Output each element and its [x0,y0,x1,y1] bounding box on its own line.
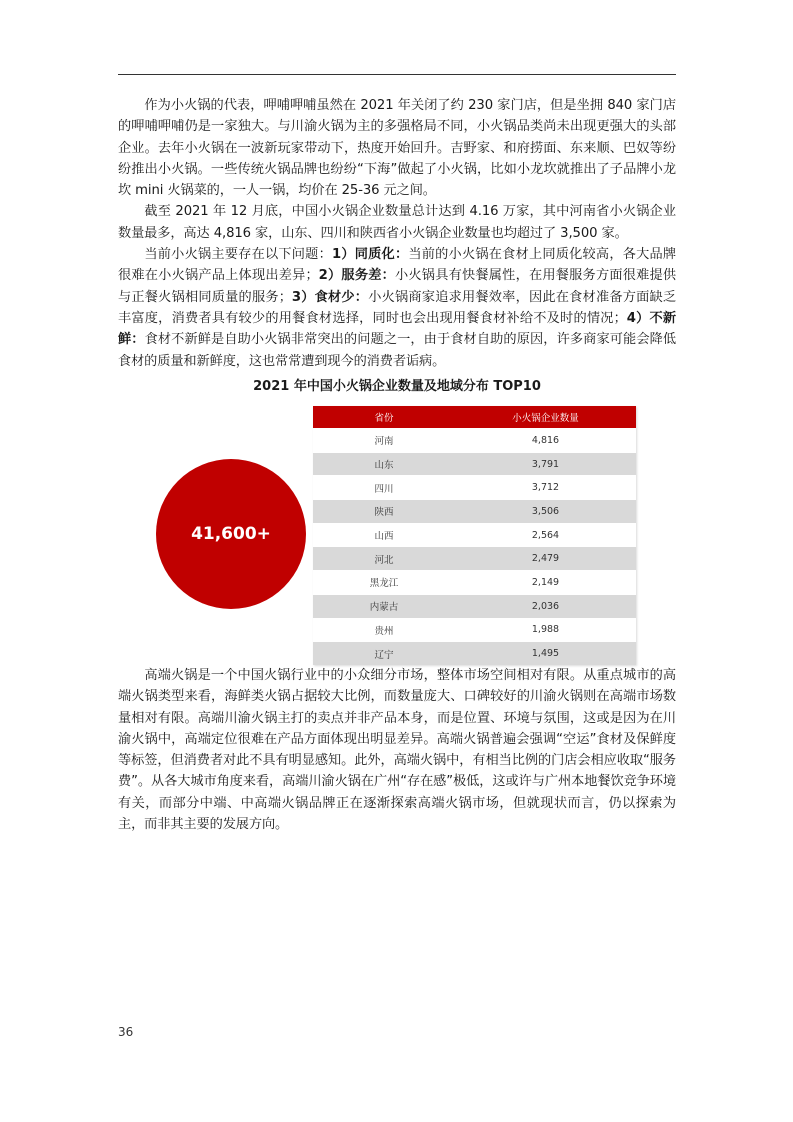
province-cell: 陕西 [313,500,455,524]
problems-intro: 当前小火锅主要存在以下问题： [144,247,332,263]
count-cell: 1,495 [455,642,636,665]
province-cell: 辽宁 [313,642,455,665]
paragraph-xiabuxiabu: 作为小火锅的代表，呷哺呷哺虽然在 2021 年关闭了约 230 家门店，但是坐拥 840 家门店的呷哺呷哺仍是一家独大。与川渝火锅为主的多强格局不同，小火锅品类尚未出现更强大的头部企业。去年小火锅在一波新玩家带动下，热度开始回升。吉野家、和府捞面、东来顺、巴奴等纷纷推出小火锅。一些传统火锅品牌也纷纷“下海”做起了小火锅，比如小龙坎就推出了子品牌小龙坎 mini 火锅菜的，一人一锅，均价在 25-36 元之间。 [118,98,676,199]
column-header-count: 小火锅企业数量 [455,406,636,429]
table-row [313,547,636,571]
table-row [313,642,636,665]
problem-label-2: 2）服务差： [318,268,396,284]
count-cell: 2,036 [455,594,636,618]
paragraph-problems [118,244,676,372]
problem-text-4: 食材不新鲜是自助小火锅非常突出的问题之一，由于食材自助的原因，许多商家可能会降低食材的质量和新鲜度，这也常常遭到现今的消费者诟病。 [118,332,676,369]
table-row [313,523,636,547]
table-row [313,500,636,524]
problem-label-1: 1）同质化： [331,247,409,263]
problem-label-4: 4）不新鲜： [118,310,676,348]
province-cell: 贵州 [313,618,455,642]
body-text-bottom [118,665,676,835]
count-cell: 2,149 [455,571,636,595]
province-cell: 山东 [313,452,455,476]
chart-title: 2021 年中国小火锅企业数量及地域分布 TOP10 [253,379,541,394]
count-cell: 1,988 [455,618,636,642]
problem-text-2: 小火锅具有快餐属性，在用餐服务方面很难提供与正餐火锅相同质量的服务； [118,268,677,305]
count-cell: 3,506 [455,500,636,524]
province-cell: 四川 [313,476,455,500]
province-cell: 河南 [313,429,455,453]
table-header-row [313,406,636,429]
problem-text-3: 小火锅商家追求用餐效率，因此在食材准备方面缺乏丰富度，消费者具有较少的用餐食材选择，同时也会出现用餐食材补给不及时的情况； [118,289,677,326]
paragraph-high-end-hotpot: 高端火锅是一个中国火锅行业中的小众细分市场，整体市场空间相对有限。从重点城市的高端火锅类型来看，海鲜类火锅占据较大比例，而数量庞大、口碑较好的川渝火锅则在高端市场数量相对有限。高端川渝火锅主打的卖点并非产品本身，而是位置、环境与氛围，这或是因为在川渝火锅中，高端定位很难在产品方面体现出明显差异。高端火锅普遍会强调“空运”食材及保鲜度等标签，但消费者对此不具有明显感知。此外，高端火锅中，有相当比例的门店会相应收取“服务费”。从各大城市角度来看，高端川渝火锅在广州“存在感”极低，这或许与广州本地餐饮竞争环境有关，而部分中端、中高端火锅品牌正在逐渐探索高端火锅市场，但就现状而言，仍以探索为主，而非其主要的发展方向。 [118,668,676,833]
paragraph-enterprise-count: 截至 2021 年 12 月底，中国小火锅企业数量总计达到 4.16 万家，其中河南省小火锅企业数量最多，高达 4,816 家，山东、四川和陕西省小火锅企业数量也均超过了 3,500 家。 [118,204,676,241]
province-cell: 内蒙古 [313,594,455,618]
body-text-top [118,95,676,372]
problem-text-1: 当前的小火锅在食材上同质化较高，各大品牌很难在小火锅产品上体现出差异； [118,247,677,284]
table-row [313,571,636,595]
total-label: 41,600+ [191,524,271,544]
table-row [313,618,636,642]
count-cell: 2,479 [455,547,636,571]
count-cell: 3,791 [455,452,636,476]
problem-label-3: 3）食材少： [291,289,369,305]
table-row [313,476,636,500]
column-header-province: 省份 [313,406,455,429]
province-cell: 河北 [313,547,455,571]
total-circle [156,459,306,609]
header-rule [118,74,676,75]
count-cell: 3,712 [455,476,636,500]
count-cell: 4,816 [455,429,636,453]
province-cell: 山西 [313,523,455,547]
province-table [313,406,636,665]
table-row [313,452,636,476]
page-number: 36 [118,1025,134,1039]
table-row [313,594,636,618]
count-cell: 2,564 [455,523,636,547]
province-cell: 黑龙江 [313,571,455,595]
table-row [313,429,636,453]
